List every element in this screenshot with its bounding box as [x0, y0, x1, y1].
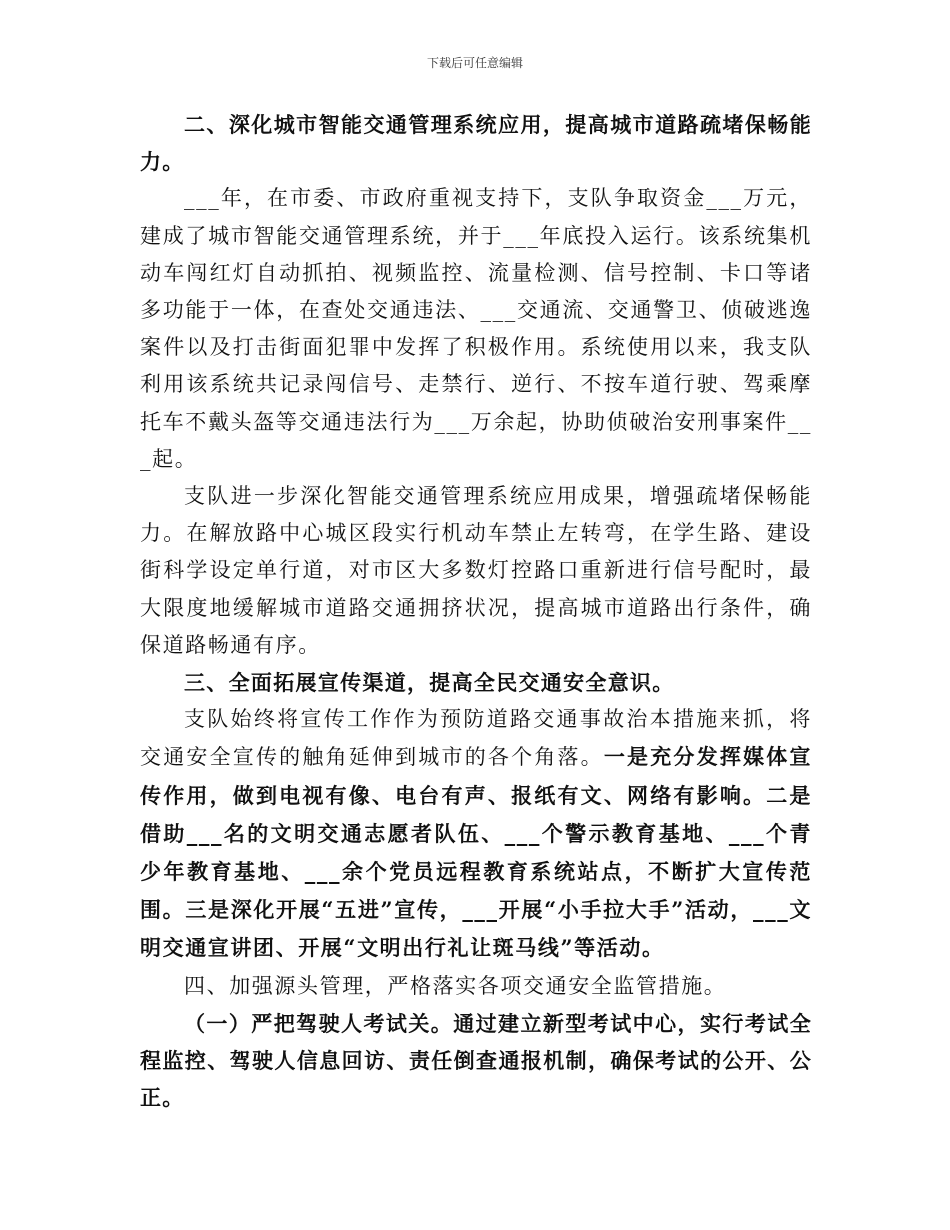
section-2-paragraph-1: ___年，在市委、市政府重视支持下，支队争取资金___万元，建成了城市智能交通管理系统，并于___年底投入运行。该系统集机动车闯红灯自动抓拍、视频监控、流量检测、信号控制、卡口等诸多功能于一体，在查处交通违法、___交通流、交通警卫、侦破逃逸案件以及打击街面犯罪中发挥了积极作用。系统使用以来，我支队利用该系统共记录闯信号、走禁行、逆行、不按车道行驶、驾乘摩托车不戴头盔等交通违法行为___万余起，协助侦破治安刑事案件___起。 — [140, 186, 812, 471]
page-header-note: 下载后可任意编辑 — [426, 56, 523, 70]
document-body — [140, 106, 812, 1116]
section-3-heading: 三、全面拓展宣传渠道，提高全民交通安全意识。 — [184, 670, 675, 696]
section-2-heading: 二、深化城市智能交通管理系统应用，提高城市道路疏堵保畅能力。 — [140, 112, 812, 175]
section-4-subsection-1: （一）严把驾驶人考试关。通过建立新型考试中心，实行考试全程监控、驾驶人信息回访、责任倒查通报机制，确保考试的公开、公正。 — [140, 1010, 812, 1111]
section-2-paragraph-2: 支队进一步深化智能交通管理系统应用成果，增强疏堵保畅能力。在解放路中心城区段实行机动车禁止左转弯，在学生路、建设街科学设定单行道，对市区大多数灯控路口重新进行信号配时，最大限度地缓解城市道路交通拥挤状况，提高城市道路出行条件，确保道路畅通有序。 — [140, 484, 812, 657]
section-4-heading: 四、加强源头管理，严格落实各项交通安全监管措施。 — [184, 973, 727, 998]
section-3-paragraph-1-bold-text: 一是充分发挥媒体宣传作用，做到电视有像、电台有声、报纸有文、网络有影响。二是借助___名的文明交通志愿者队伍、___个警示教育基地、___个青少年教育基地、___余个党员远程教育系统站点，不断扩大宣传范围。三是深化开展“五进”宣传，___开展“小手拉大手”活动，___文明交通宣讲团、开展“文明出行礼让斑马线”等活动。 — [140, 744, 812, 961]
section-3-paragraph-1 — [140, 701, 812, 967]
section-3-paragraph-1-normal-text: 支队始终将宣传工作作为预防道路交通事故治本措施来抓，将交通安全宣传的触角延伸到城市的各个角落。 — [140, 707, 812, 770]
